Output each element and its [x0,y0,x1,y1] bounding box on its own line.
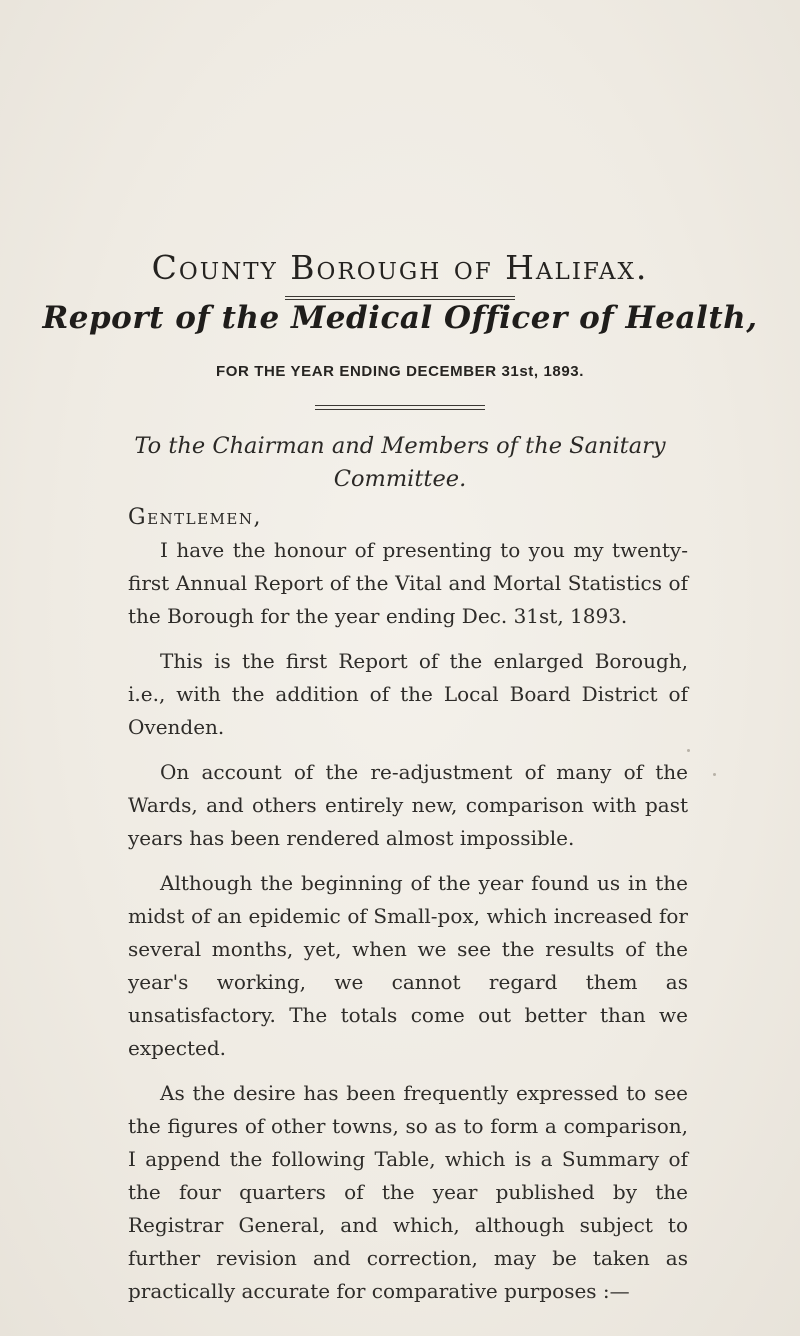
paper-speck [687,749,690,752]
paragraph: As the desire has been frequently expressed to see the figures of other towns, so as to form a comparison, I append the following Table, which is a Summary of the four quarters of the year published by the Registrar General, and which, although subject to further revision and correction, may be taken as practically accurate for comparative purposes :— [128,1081,688,1303]
salutation: Gentlemen, [128,505,262,530]
paragraph: Although the beginning of the year found us in the midst of an epidemic of Small-pox, which increased for several months, yet, when we see the results of the year's working, we cannot regard them as unsatisfactory. The totals come out better than we expected. [128,871,688,1060]
address-block [0,430,800,496]
paragraph: This is the first Report of the enlarged Borough, i.e., with the addition of the Local Board District of Ovenden. [128,649,688,739]
report-period: FOR THE YEAR ENDING DECEMBER 31st, 1893. [216,363,584,380]
report-body [128,534,688,1308]
address-line-2: Committee. [333,466,467,492]
title-rule [285,296,515,297]
address-line-1: To the Chairman and Members of the Sanitary [134,433,666,459]
report-subtitle: Report of the Medical Officer of Health, [42,300,758,336]
document-title: County Borough of Halifax. [151,248,649,287]
paragraph: I have the honour of presenting to you my twenty-first Annual Report of the Vital and Mortal Statistics of the Borough for the year ending Dec. 31st, 1893. [128,538,688,628]
paragraph: On account of the re-adjustment of many of the Wards, and others entirely new, comparison with past years has been rendered almost impossible. [128,760,688,850]
period-rule-lower [315,409,485,410]
paper-speck [713,773,716,776]
period-rule [315,405,485,406]
